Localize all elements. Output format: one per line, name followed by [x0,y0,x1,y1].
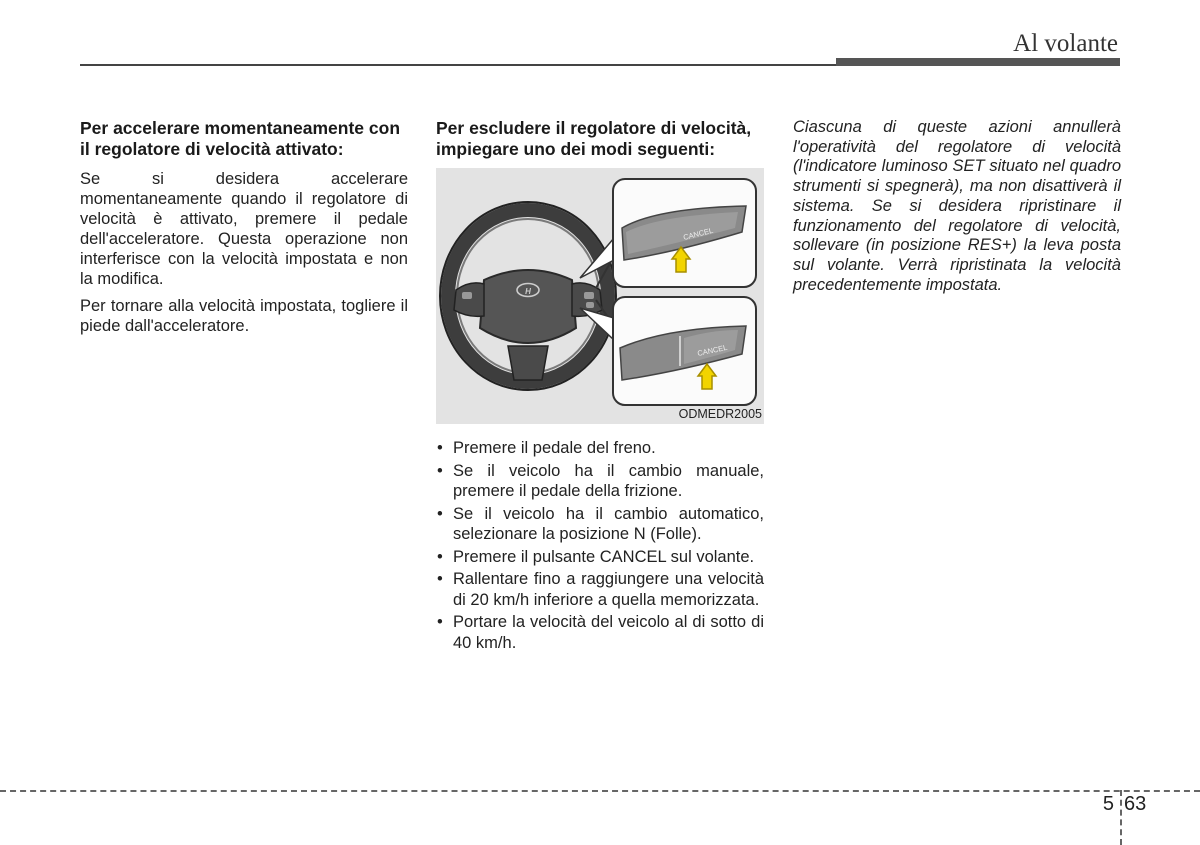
svg-text:H: H [525,287,531,296]
header-rule [80,64,836,66]
chapter-number: 5 [1102,793,1114,815]
list-item: • Se il veicolo ha il cambio automatico, selezionare la posizione N (Folle). [436,504,764,545]
list-item: • Premere il pulsante CANCEL sul volante. [436,547,764,568]
figure-code: ODMEDR2005 [678,407,762,421]
cancel-methods-list [436,438,764,653]
return-speed-paragraph: Per tornare alla velocità impostata, togliere il piede dall'acceleratore. [80,297,408,335]
cancel-button-inset-bottom [613,297,756,405]
footer-divider [1120,790,1122,845]
accelerate-paragraph: Se si desidera accelerare momentaneamente quando il regolatore di velocità è attivato, premere il pedale dell'acceleratore. Questa operazione non interferisce con la velocità impostata e non la modifica. [80,170,408,288]
footer-rule [0,790,1200,792]
section-title: Al volante [1013,30,1118,57]
steering-wheel-figure [436,168,764,424]
steering-wheel-icon [440,202,616,390]
column-middle [436,118,764,655]
cancel-label-bottom: CANCEL [696,342,729,358]
cancel-heading: Per escludere il regolatore di velocità, impiegare uno dei modi seguenti: [436,118,752,159]
header-accent-bar [836,58,1120,66]
list-item: • Premere il pedale del freno. [436,438,764,459]
accelerate-heading: Per accelerare momentaneamente con il regolatore di velocità attivato: [80,118,401,159]
list-item: • Rallentare fino a raggiungere una velocità di 20 km/h inferiore a quella memorizzata. [436,569,764,610]
list-item: • Se il veicolo ha il cambio manuale, premere il pedale della frizione. [436,461,764,502]
steering-wheel-illustration [436,168,764,424]
column-right [793,118,1121,295]
cancel-button-inset-top [613,179,756,287]
cancel-label-top: CANCEL [682,225,715,242]
column-left [80,118,408,343]
list-item: • Portare la velocità del veicolo al di sotto di 40 km/h. [436,612,764,653]
page-number: 63 [1124,793,1147,815]
note-paragraph: Ciascuna di queste azioni annullerà l'operatività del regolatore di velocità (l'indicatore luminoso SET situato nel quadro strumenti si spegnerà), ma non disattiverà il sistema. Se si desidera ripristinare il funzionamento del regolatore di velocità, sollevare (in posizione RES+) la leva posta sul volante. Verrà ripristinata la velocità precedentemente impostata. [793,118,1121,294]
